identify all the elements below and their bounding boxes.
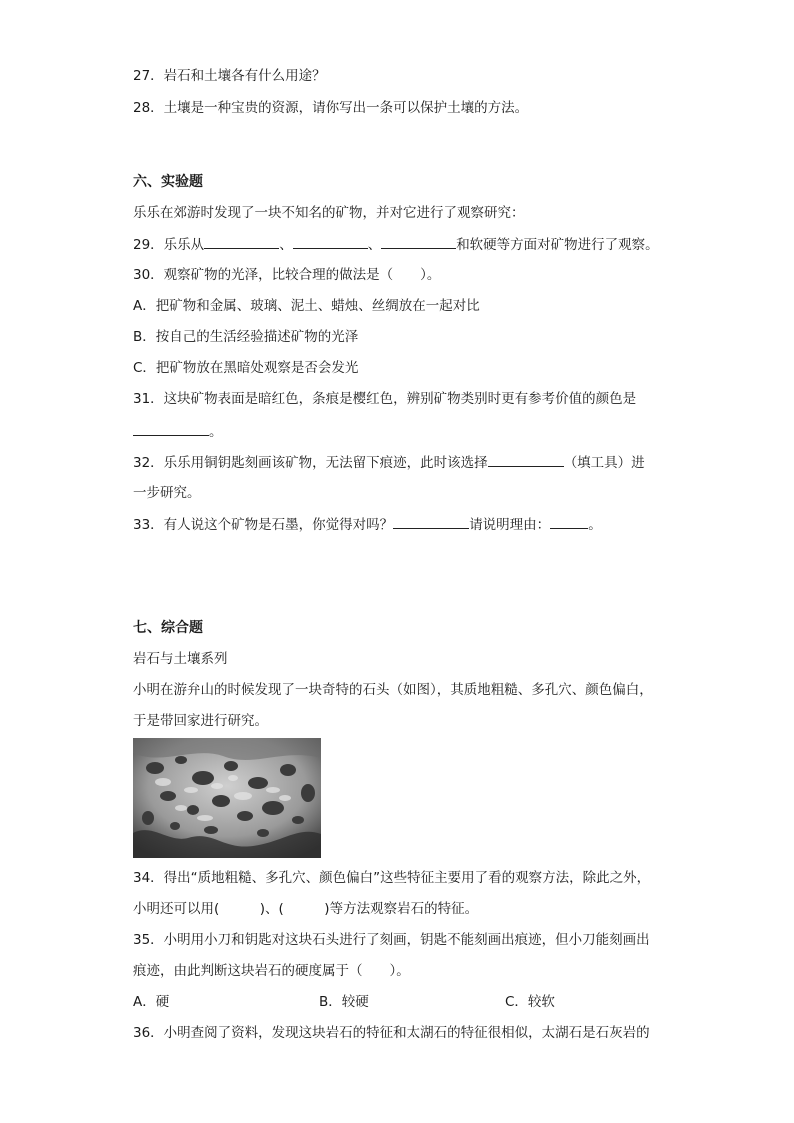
question-35-option-a: A．硬	[133, 994, 170, 1010]
q32-prefix: 32．乐乐用铜钥匙刻画该矿物，无法留下痕迹，此时该选择	[133, 455, 488, 471]
porous-rock-image	[133, 738, 321, 858]
q29-separator: 、	[367, 237, 382, 253]
question-32-line-2: 一步研究。	[133, 485, 201, 501]
q33-mid: 请说明理由：	[469, 517, 551, 533]
answer-blank[interactable]	[550, 514, 588, 529]
q32-suffix: （填工具）进	[563, 455, 645, 471]
answer-blank[interactable]	[204, 234, 279, 249]
question-28: 28．土壤是一种宝贵的资源，请你写出一条可以保护土壤的方法。	[133, 100, 529, 116]
question-30-option-c: C．把矿物放在黑暗处观察是否会发光	[133, 360, 359, 376]
q29-prefix: 29．乐乐从	[133, 237, 205, 253]
question-35-option-b: B．较硬	[319, 994, 369, 1010]
answer-blank[interactable]	[133, 421, 209, 436]
answer-blank[interactable]	[393, 514, 469, 529]
question-32	[133, 452, 645, 473]
section-6-intro: 乐乐在郊游时发现了一块不知名的矿物，并对它进行了观察研究：	[133, 205, 525, 221]
question-30-option-a: A．把矿物和金属、玻璃、泥土、蜡烛、丝绸放在一起对比	[133, 298, 480, 314]
answer-blank[interactable]	[488, 452, 564, 467]
q33-prefix: 33．有人说这个矿物是石墨，你觉得对吗？	[133, 517, 394, 533]
q31-end: 。	[209, 424, 223, 440]
section-6-title: 六、实验题	[133, 174, 203, 190]
question-35-option-c: C．较软	[505, 994, 555, 1010]
question-31: 31．这块矿物表面是暗红色，条痕是樱红色，辨别矿物类别时更有参考价值的颜色是	[133, 391, 637, 407]
question-34-line-2: 小明还可以用( )、( )等方法观察岩石的特征。	[133, 901, 479, 917]
answer-blank[interactable]	[381, 234, 456, 249]
question-35-line-2: 痕迹，由此判断这块岩石的硬度属于（ ）。	[133, 963, 410, 979]
question-30: 30．观察矿物的光泽，比较合理的做法是（ ）。	[133, 267, 441, 283]
section-7-intro-line-1: 小明在游弁山的时候发现了一块奇特的石头（如图），其质地粗糙、多孔穴、颜色偏白，	[133, 682, 653, 698]
question-31-answer-line	[133, 421, 223, 442]
question-34-line-1: 34．得出“质地粗糙、多孔穴、颜色偏白”这些特征主要用了看的观察方法，除此之外，	[133, 870, 651, 886]
question-33	[133, 514, 602, 535]
section-7-title: 七、综合题	[133, 620, 203, 636]
answer-blank[interactable]	[293, 234, 368, 249]
q29-separator: 、	[279, 237, 293, 253]
section-7-subtitle: 岩石与土壤系列	[133, 651, 228, 667]
question-30-option-b: B．按自己的生活经验描述矿物的光泽	[133, 329, 359, 345]
question-35-line-1: 35．小明用小刀和钥匙对这块石头进行了刻画，钥匙不能刻画出痕迹，但小刀能刻画出	[133, 932, 650, 948]
question-36-line-1: 36．小明查阅了资料，发现这块岩石的特征和太湖石的特征很相似，太湖石是石灰岩的	[133, 1025, 650, 1041]
question-27: 27．岩石和土壤各有什么用途？	[133, 68, 326, 84]
question-29	[133, 234, 659, 255]
section-7-intro-line-2: 于是带回家进行研究。	[133, 713, 268, 729]
q29-suffix: 和软硬等方面对矿物进行了观察。	[456, 237, 659, 253]
q33-end: 。	[588, 517, 602, 533]
